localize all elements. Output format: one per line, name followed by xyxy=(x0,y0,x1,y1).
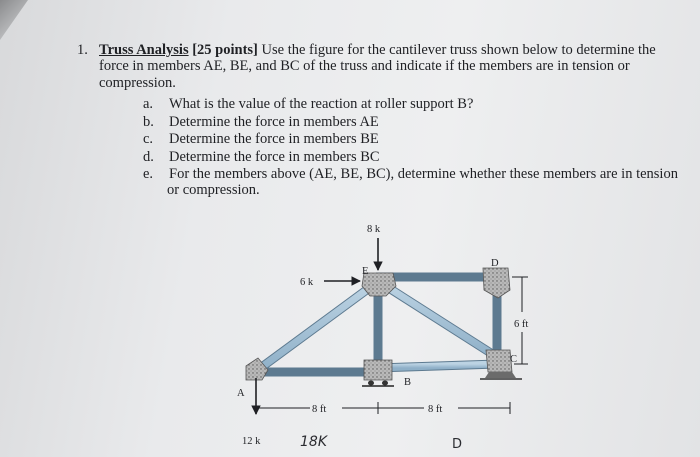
subquestion-a: a. What is the value of the reaction at roller support B? xyxy=(143,96,474,112)
gusset-B xyxy=(364,360,392,380)
load-12k xyxy=(242,378,261,447)
subquestion-c: c. Determine the force in members BE xyxy=(143,131,379,147)
gusset-C xyxy=(486,350,512,372)
handwritten-note-18k: 18K xyxy=(300,434,327,450)
question-text-3: compression. xyxy=(99,75,176,91)
subquestion-e: e. For the members above (AE, BE, BC), determine whether these members are in tension xyxy=(143,166,678,182)
question-text-1: Use the figure for the cantilever truss shown below to determine the xyxy=(261,42,656,58)
subquestion-d: d. Determine the force in members BC xyxy=(143,148,380,165)
node-C-label: C xyxy=(510,354,518,365)
load-left-label: 6 k xyxy=(300,277,314,288)
subquestion-b: b. Determine the force in members AE xyxy=(143,113,379,130)
load-bottom-label: 12 k xyxy=(242,436,261,447)
dim-height-label: 6 ft xyxy=(514,319,529,330)
node-A-label: A xyxy=(237,388,245,399)
load-6k xyxy=(300,277,360,288)
question-text-2: force in members AE, BE, and BC of the truss and indicate if the members are in tension or xyxy=(99,58,630,74)
subquestion-e-continued: or compression. xyxy=(167,182,260,198)
dimension-bottom xyxy=(256,402,510,414)
load-top-label: 8 k xyxy=(367,224,381,235)
node-B-label: B xyxy=(404,377,412,388)
pin-support-C xyxy=(480,372,522,379)
load-8k xyxy=(367,224,381,270)
gusset-D xyxy=(483,268,510,298)
dim-left-label: 8 ft xyxy=(312,404,327,415)
question-title: Truss Analysis xyxy=(99,42,189,58)
question-number: 1. xyxy=(77,42,88,58)
roller-support-B xyxy=(362,381,394,387)
question-points: [25 points] xyxy=(192,42,258,58)
node-E-label: E xyxy=(362,266,369,277)
node-D-label: D xyxy=(491,258,499,269)
dim-right-label: 8 ft xyxy=(428,404,443,415)
handwritten-note-D: D xyxy=(452,437,463,452)
